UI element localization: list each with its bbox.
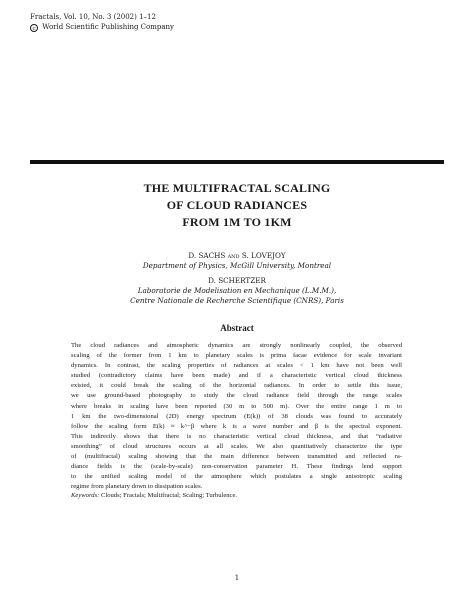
title-line-3: FROM 1M TO 1KM <box>182 215 292 229</box>
author-affiliation-line-2: Centre Nationale de Recherche Scientifique (CNRS), Paris <box>130 296 344 305</box>
abstract-line: follow the scaling form E(k) ≈ k^−β where k is a wave number and β is the spectral exponent. <box>71 422 402 430</box>
abstract-line: studied (contradictory claims have been made) and if a characteristic vertical cloud thickness <box>71 372 402 380</box>
abstract-line: regime from planetary down to dissipation scales. <box>71 483 203 491</box>
abstract-line: dynamics. In contrast, the scaling properties of radiances at scales < 1 km have not been well <box>71 362 402 370</box>
copyright-line <box>30 22 174 32</box>
author-affiliation: Department of Physics, McGill University, Montreal <box>142 261 332 270</box>
paper-title <box>60 180 414 231</box>
author-names: D. SACHS and S. LOVEJOY <box>188 251 286 260</box>
abstract-line: existed, it could break the scaling of the horizontal radiances. In order to settle this issue, <box>71 382 402 390</box>
author-affiliation-line-1: Laboratorie de Modelisation en Mechanique (L.M.M.), <box>137 286 337 295</box>
page-number: 1 <box>234 574 240 582</box>
author-names: D. SCHERTZER <box>208 276 266 285</box>
abstract-line: scaling of the former from 1 km to planetary scales is prima facae evidence for scale invariant <box>71 352 402 360</box>
author-block-2 <box>30 276 444 306</box>
title-rule <box>30 160 444 164</box>
copyright-text: World Scientific Publishing Company <box>42 23 174 31</box>
abstract-line: This indirectly shows that there is no characteristic vertical cloud thickness, and that “radiative <box>71 432 402 440</box>
abstract-line: of (multifractal) scaling showing that the main difference between transmitted and reflected ra- <box>71 453 402 461</box>
abstract-body <box>71 341 402 492</box>
title-line-2: OF CLOUD RADIANCES <box>166 198 308 212</box>
keywords <box>71 491 402 501</box>
abstract-line: The cloud radiances and atmospheric dynamics are strongly nonlinearly coupled, the observed <box>71 342 402 349</box>
abstract-line: where breaks in scaling have been reported (30 m to 500 m). Over the entire range 1 m to <box>71 402 402 410</box>
abstract-line: smoothing” of cloud structures occurs at all scales. We also quantitatively characterize the type <box>71 442 402 450</box>
title-line-1: THE MULTIFRACTAL SCALING <box>143 181 331 195</box>
abstract-line: to the unified scaling model of the atmosphere which postulates a single anisotropic scaling <box>71 473 402 481</box>
keywords-label: Keywords: <box>71 492 100 499</box>
abstract-line: 1 km the two-dimensional (2D) energy spectrum (E(k)) of 38 clouds was found to accurately <box>71 412 402 420</box>
journal-line: Fractals, Vol. 10, No. 3 (2002) 1–12 <box>30 13 156 21</box>
abstract-line: diance fields is the (scale-by-scale) non-conservation parameter H. These findings lend support <box>71 463 402 471</box>
copyright-icon: c <box>30 24 38 32</box>
author-block-1 <box>30 251 444 271</box>
abstract-heading: Abstract <box>220 323 254 333</box>
abstract-line: we use ground-based photography to study the cloud radiance field through the range scales <box>71 392 402 400</box>
journal-citation <box>30 12 174 32</box>
keywords-text: Clouds; Fractals; Multifractal; Scaling; Turbulence. <box>100 492 238 499</box>
